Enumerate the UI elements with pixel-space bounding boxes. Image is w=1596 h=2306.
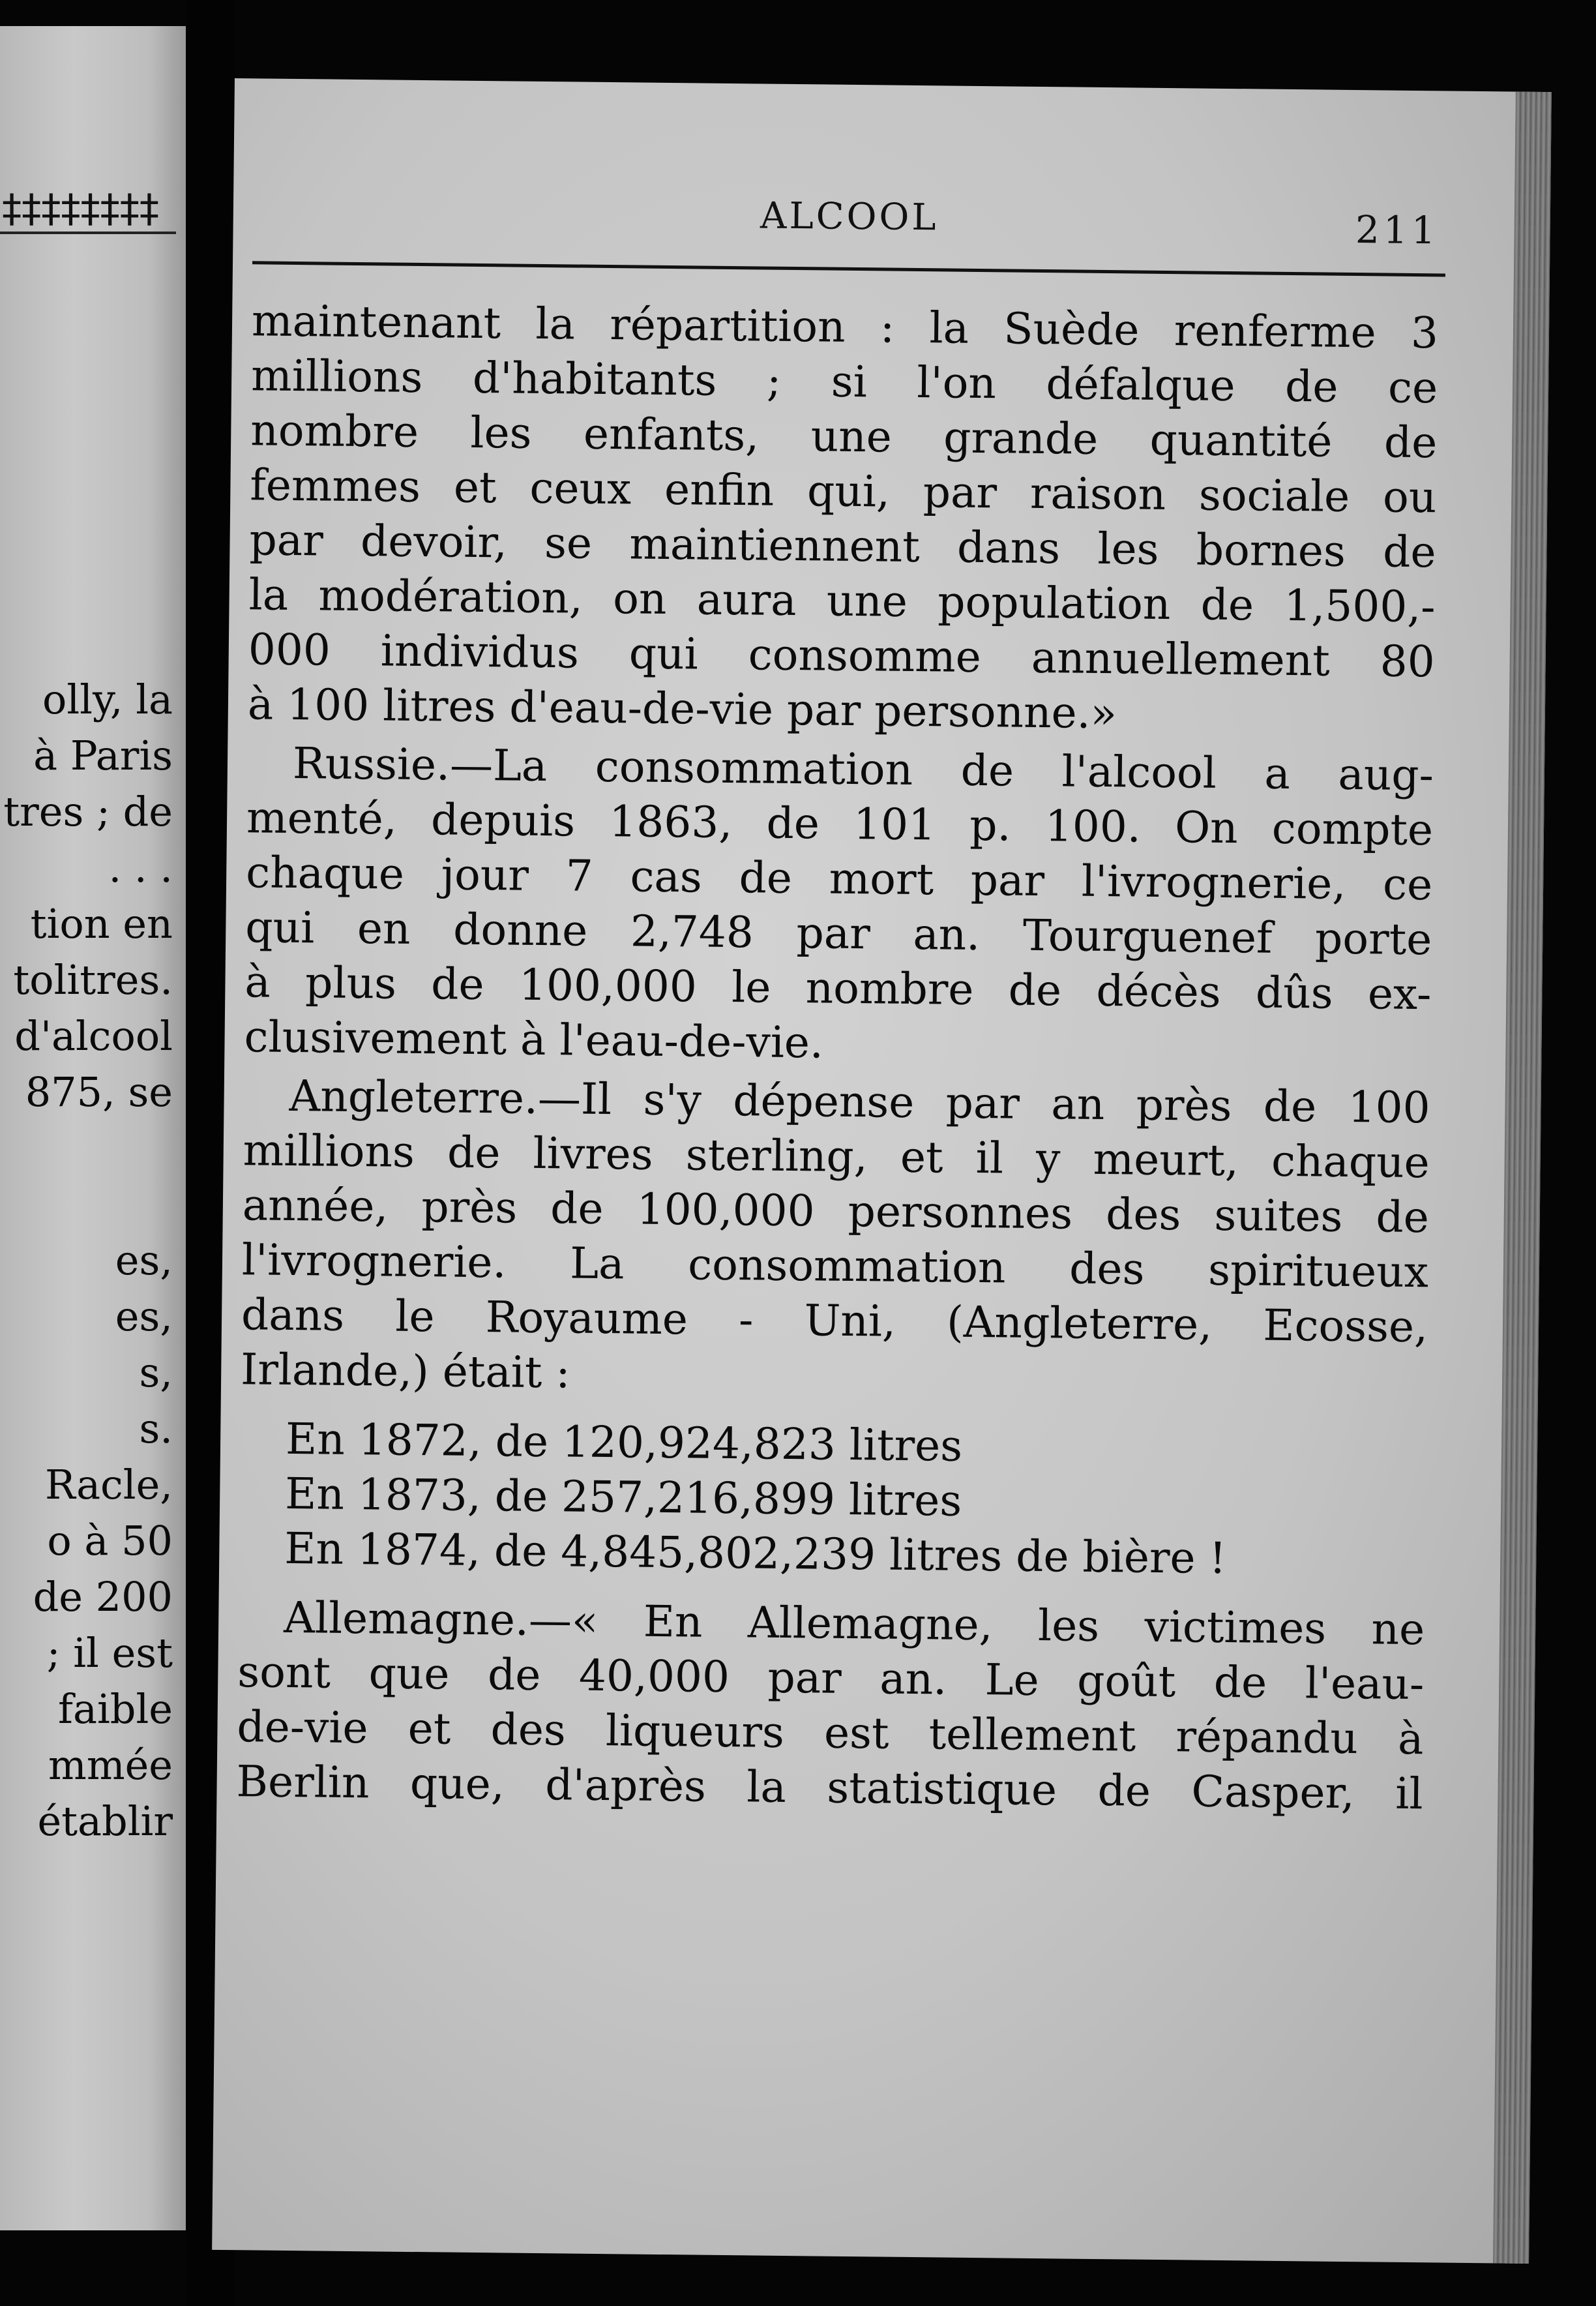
- previous-page-text: [0, 672, 173, 1849]
- text-line: de-vie et des liqueurs est tellement répandu à: [237, 1701, 1424, 1765]
- previous-page-line: . . .: [108, 844, 173, 891]
- consumption-table: [239, 1411, 1427, 1588]
- text-line: millions de livres sterling, et il y meurt, chaque: [243, 1125, 1430, 1188]
- previous-page-line: [0, 1120, 173, 1176]
- text-line: Berlin que, d'après la statistique de Casper, il: [236, 1756, 1423, 1819]
- page-211: [212, 78, 1552, 2264]
- page-number: 211: [1355, 207, 1440, 253]
- text-line: année, près de 100,000 personnes des suites de: [242, 1180, 1430, 1243]
- previous-page-line: établir: [37, 1797, 173, 1845]
- previous-page-line: mmée: [48, 1741, 173, 1789]
- consumption-row: En 1873, de 257,216,899 litres: [284, 1468, 962, 1526]
- text-line: l'ivrognerie. La consommation des spiritueux: [241, 1235, 1429, 1298]
- consumption-row: En 1874, de 4,845,802,239 litres de bière !: [284, 1523, 1227, 1584]
- page-body: [236, 293, 1438, 1821]
- page-edge: [1493, 92, 1552, 2264]
- paragraph-germany: [236, 1590, 1425, 1821]
- previous-page-line: tion en: [30, 900, 173, 948]
- text-line: 000 individus qui consomme annuellement 80: [248, 624, 1436, 687]
- previous-page-line: es,: [115, 1293, 173, 1340]
- previous-page-line: à Paris: [33, 732, 173, 779]
- running-title: ALCOOL: [760, 194, 939, 239]
- text-line: à 100 litres d'eau-de-vie par personne.»: [247, 679, 1117, 739]
- previous-page-line: es,: [115, 1236, 173, 1284]
- text-line: à plus de 100,000 le nombre de décès dûs ex-: [244, 957, 1432, 1020]
- previous-page-line: de 200: [33, 1573, 173, 1621]
- previous-page-line: tres ; de: [3, 788, 173, 835]
- previous-page-line: Racle,: [44, 1461, 173, 1508]
- consumption-row: En 1872, de 120,924,823 litres: [285, 1413, 963, 1471]
- previous-page-line: tolitres.: [13, 956, 173, 1004]
- previous-page-line: ; il est: [46, 1629, 173, 1677]
- text-line: Allemagne.—« En Allemagne, les victimes ne: [283, 1592, 1425, 1655]
- paragraph-england: [241, 1068, 1430, 1409]
- ornament-rule: ‡‡‡‡‡‡‡‡: [0, 186, 176, 234]
- previous-page-line: 875, se: [25, 1068, 173, 1116]
- previous-page-line: o à 50: [47, 1517, 173, 1565]
- text-line: dans le Royaume - Uni, (Angleterre, Ecosse,: [241, 1289, 1428, 1353]
- previous-page-line: [0, 1176, 173, 1233]
- text-line: Angleterre.—Il s'y dépense par an près de 100: [289, 1070, 1430, 1133]
- text-line: menté, depuis 1863, de 101 p. 100. On compte: [246, 792, 1434, 856]
- previous-page-line: s.: [139, 1405, 173, 1452]
- text-line: femmes et ceux enfin qui, par raison sociale ou: [250, 460, 1437, 523]
- text-line: la modération, on aura une population de 1,500,-: [248, 569, 1436, 633]
- previous-page-line: d'alcool: [14, 1012, 173, 1060]
- previous-page-line: s,: [139, 1349, 173, 1396]
- running-header: [252, 189, 1446, 277]
- text-line: qui en donne 2,748 par an. Tourguenef porte: [244, 902, 1432, 965]
- text-line: maintenant la répartition : la Suède renferme 3: [251, 295, 1439, 359]
- text-line: par devoir, se maintiennent dans les bornes de: [249, 515, 1436, 578]
- text-line: sont que de 40,000 par an. Le goût de l'eau-: [237, 1647, 1425, 1710]
- text-line: Irlande,) était :: [240, 1344, 571, 1398]
- text-line: Russie.—La consommation de l'alcool a aug-: [292, 738, 1434, 801]
- previous-page-line: olly, la: [42, 676, 173, 723]
- paragraph-sweden: [248, 293, 1439, 744]
- text-line: chaque jour 7 cas de mort par l'ivrognerie, ce: [245, 847, 1433, 910]
- paragraph-russia: [244, 736, 1434, 1077]
- text-line: millions d'habitants ; si l'on défalque de ce: [250, 350, 1438, 413]
- previous-page-fragment: [0, 26, 186, 2230]
- text-line: clusivement à l'eau-de-vie.: [244, 1011, 824, 1068]
- previous-page-line: faible: [58, 1685, 173, 1733]
- text-line: nombre les enfants, une grande quantité de: [250, 405, 1438, 468]
